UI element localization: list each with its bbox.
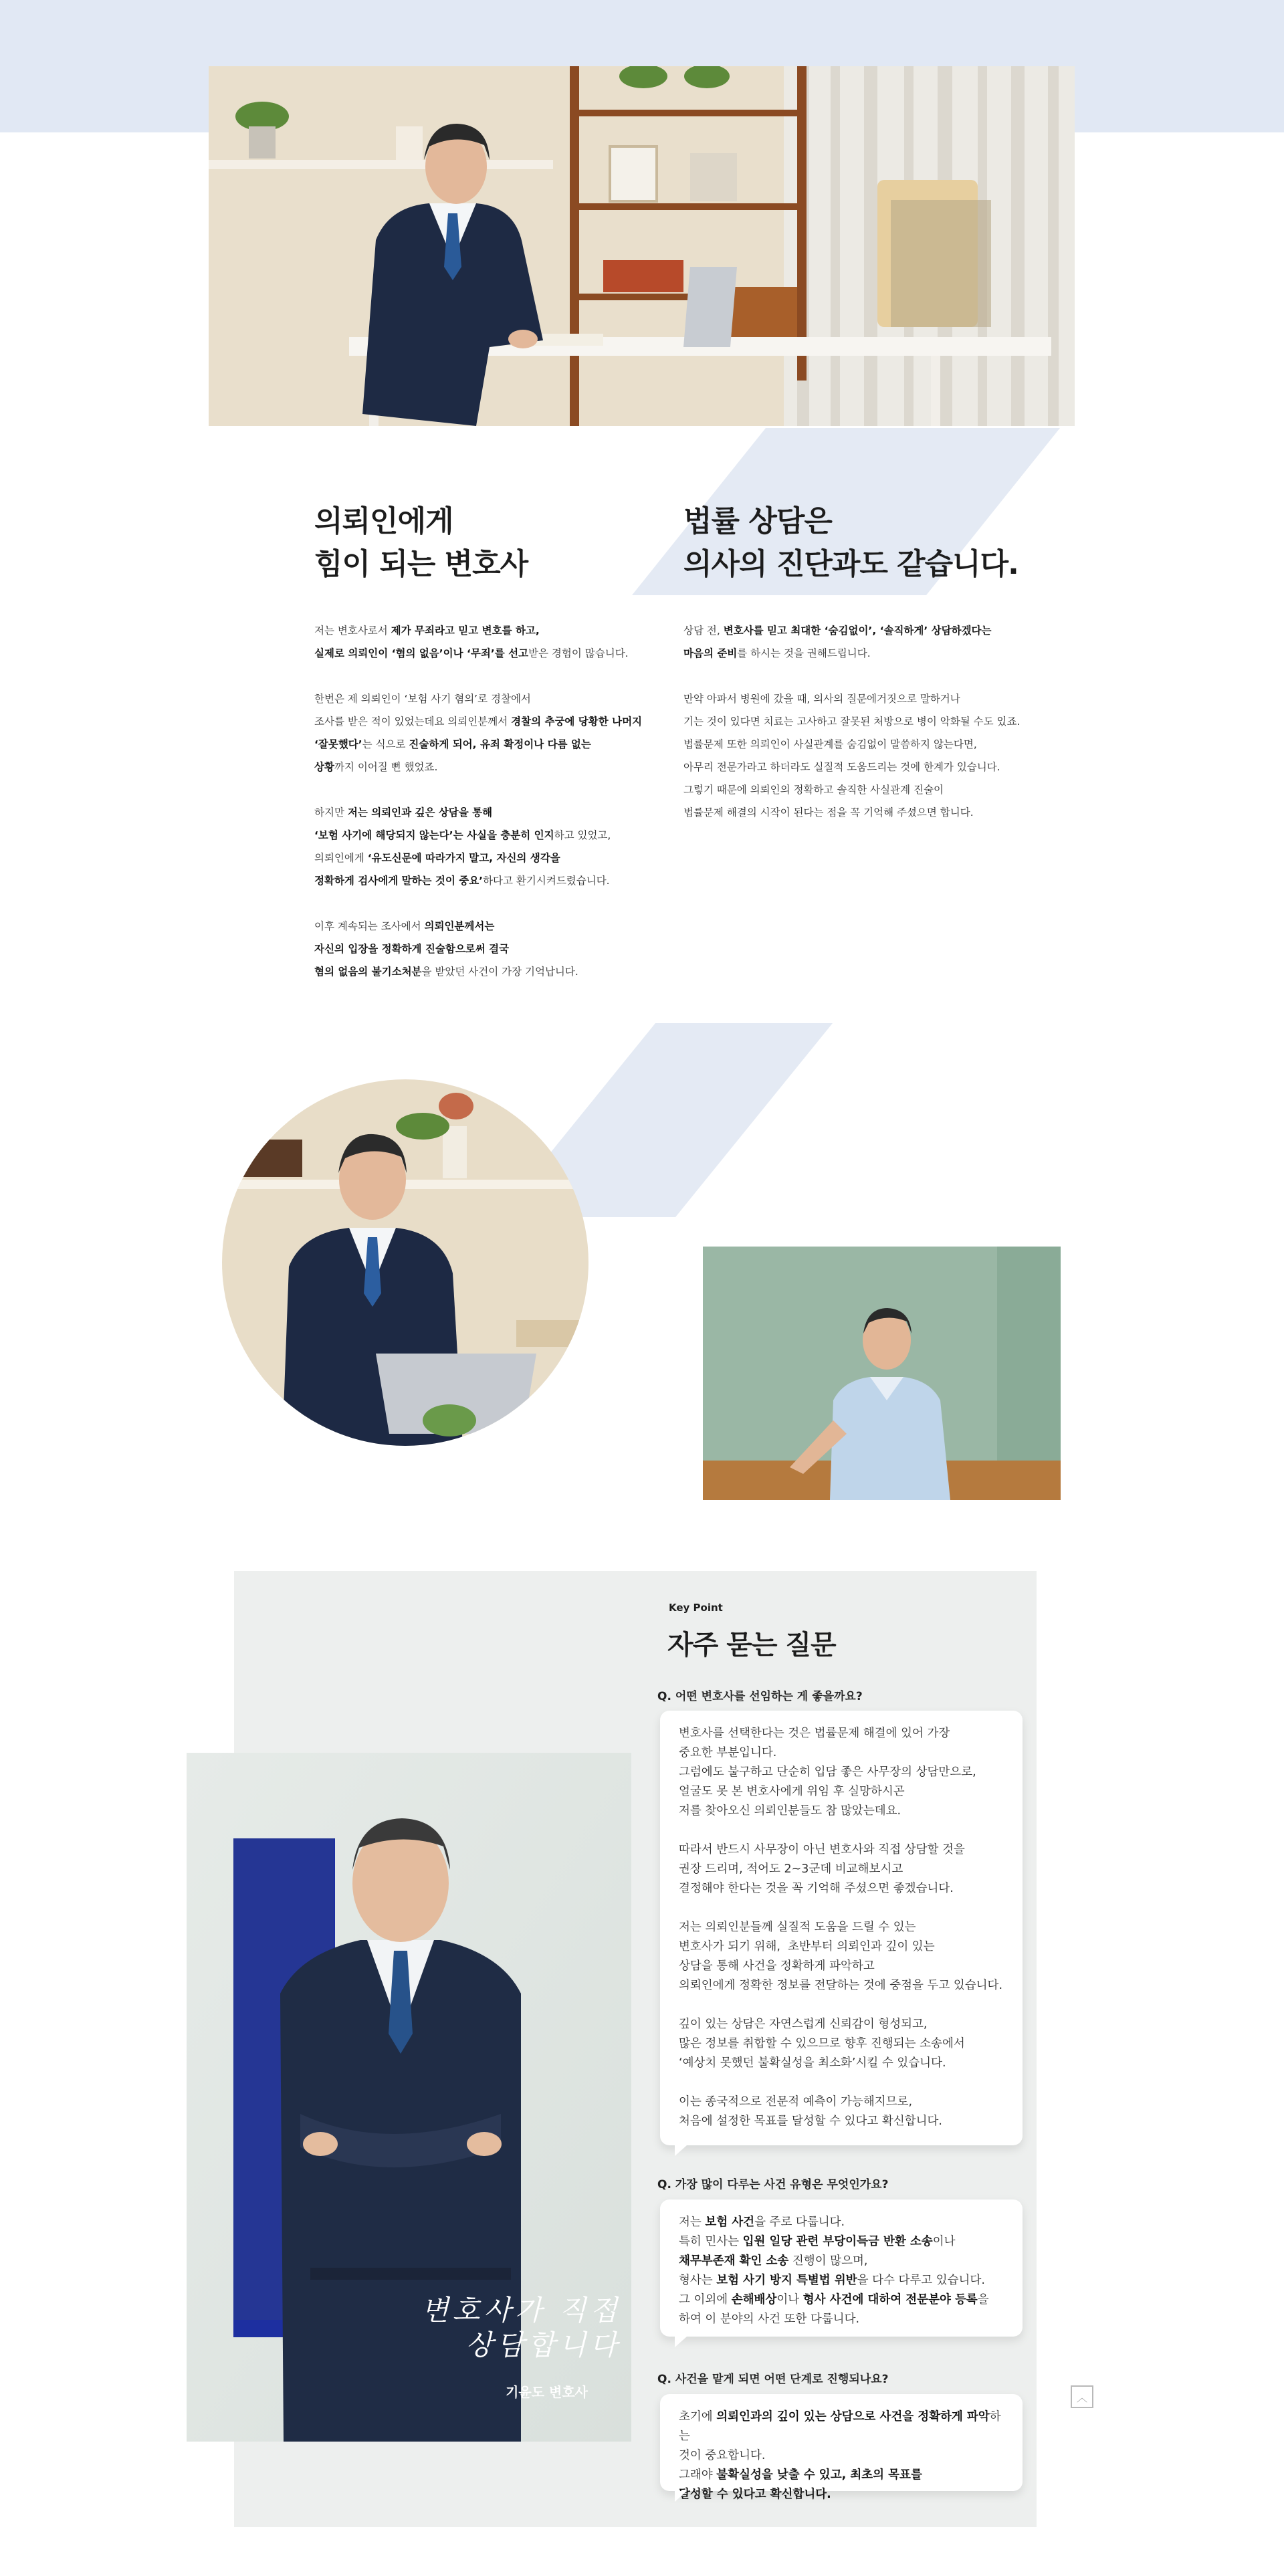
intro-left-heading-line2: 힘이 되는 변호사 xyxy=(314,547,528,581)
intro-right-paragraph: 만약 아파서 병원에 갔을 때, 의사의 질문에거짓으로 말하거나 기는 것이 있다면 치료는 고사하고 잘못된 처방으로 병이 악화될 수도 있죠. 법률문제 또한 의뢰인이 사실관계를 숨김없이 말씀하지 않는다면, 아무리 전문가라고 하더라도 실질적 도움드리는 것에 한계가 있습니다. 그렇기 때문에 의뢰인의 정확하고 솔직한 사실관계 진술이 법률문제 해결의 시작이 된다는 점을 꼭 기억해 주셨으면 합니다. xyxy=(683,693,1021,819)
faq-title: 자주 묻는 질문 xyxy=(667,1630,836,1660)
intro-left-paragraph: 한번은 제 의뢰인이 ‘보험 사기 혐의’로 경찰에서 조사를 받은 적이 있었는데요 의뢰인분께서 경찰의 추궁에 당황한 나머지 ‘잘못했다’는 식으로 진술하게 되어, 유죄 확정이나 다름 없는 상황까지 이어질 뻔 했었죠. xyxy=(314,693,643,773)
intro-right-paragraph: 상담 전, 변호사를 믿고 최대한 ‘숨김없이’, ‘솔직하게’ 상담하겠다는 마음의 준비를 하시는 것을 권해드립니다. xyxy=(683,625,992,659)
hero-photo-lawyer-at-desk xyxy=(209,66,1075,426)
intro-left-paragraph: 하지만 저는 의뢰인과 깊은 상담을 통해 ‘보험 사기에 해당되지 않는다’는 사실을 충분히 인지하고 있었고, 의뢰인에게 ‘유도신문에 따라가지 말고, 자신의 생각을 정확하게 검사에게 말하는 것이 중요’하다고 환기시켜드렸습니다. xyxy=(314,807,611,887)
chevron-up-icon: ︿ xyxy=(1076,2391,1087,2404)
intro-left-heading-line1: 의뢰인에게 xyxy=(314,504,453,538)
intro-right-heading-line2: 의사의 진단과도 같습니다. xyxy=(683,547,1019,581)
circle-photo-lawyer-laptop xyxy=(222,1079,588,1446)
intro-left-paragraph: 이후 계속되는 조사에서 의뢰인분께서는 자신의 입장을 정확하게 진술함으로써 결국 혐의 없음의 불기소처분을 받았던 사건이 가장 기억납니다. xyxy=(314,920,578,978)
portrait-lawyer-name: 기윤도 변호사 xyxy=(506,2384,588,2400)
faq-answer-paragraph: 초기에 의뢰인과의 깊이 있는 상담으로 사건을 정확하게 파악하는 것이 중요합니다. 그래야 불확실성을 낮출 수 있고, 최초의 목표를 달성할 수 있다고 확신합니다. xyxy=(679,2410,1001,2501)
faq-question-1[interactable]: Q. 어떤 변호사를 선임하는 게 좋을까요? xyxy=(657,1690,863,1703)
portrait-slogan-line2: 상담합니다 xyxy=(465,2329,621,2361)
scroll-to-top-button[interactable] xyxy=(1071,2385,1093,2408)
intro-right-text xyxy=(683,619,1058,847)
portrait-card xyxy=(187,1753,631,2442)
intro-left-paragraph: 저는 변호사로서 제가 무죄라고 믿고 변호를 하고, 실제로 의뢰인이 ‘혐의 없음’이나 ‘무죄’를 선고받은 경험이 많습니다. xyxy=(314,625,629,659)
intro-left-heading xyxy=(314,500,635,586)
faq-question-3[interactable]: Q. 사건을 맡게 되면 어떤 단계로 진행되나요? xyxy=(657,2373,889,2386)
intro-left-text xyxy=(314,619,662,1006)
faq-question-2[interactable]: Q. 가장 많이 다루는 사건 유형은 무엇인가요? xyxy=(657,2178,889,2191)
faq-answer-1 xyxy=(660,1711,1023,2145)
intro-right-heading xyxy=(683,500,1058,586)
portrait-slogan xyxy=(340,2293,621,2363)
faq-answer-paragraph: 저는 보험 사건을 주로 다룹니다. 특히 민사는 입원 일당 관련 부당이득금 반환 소송이나 채무부존재 확인 소송 진행이 많으며, 형사는 보험 사기 방지 특별법 위반을 다수 다루고 있습니다. 그 이외에 손해배상이나 형사 사건에 대하여 전문분야 등록을 하여 이 분야의 사건 또한 다룹니다. xyxy=(679,2216,989,2326)
portrait-slogan-line1: 변호사가 직접 xyxy=(421,2294,621,2327)
photo-lawyer-green-wall xyxy=(703,1247,1061,1500)
faq-kicker: Key Point xyxy=(669,1602,723,1614)
faq-answer-3 xyxy=(660,2394,1023,2501)
faq-answer-paragraph: 저는 의뢰인분들께 실질적 도움을 드릴 수 있는 변호사가 되기 위해, 초반부터 의뢰인과 깊이 있는 상담을 통해 사건을 정확하게 파악하고 의뢰인에게 정확한 정보를 전달하는 것에 중점을 두고 있습니다. xyxy=(679,1921,1003,1992)
intro-right-heading-line1: 법률 상담은 xyxy=(683,504,832,538)
faq-answer-paragraph: 깊이 있는 상담은 자연스럽게 신뢰감이 형성되고, 많은 정보를 취합할 수 있으므로 향후 진행되는 소송에서 ‘예상치 못했던 불확실성을 최소화’시킬 수 있습니다. xyxy=(679,2018,965,2070)
faq-answer-paragraph: 이는 종국적으로 전문적 예측이 가능해지므로, 처음에 설정한 목표를 달성할 수 있다고 확신합니다. xyxy=(679,2095,942,2128)
faq-answer-paragraph: 따라서 반드시 사무장이 아닌 변호사와 직접 상담할 것을 권장 드리며, 적어도 2~3군데 비교해보시고 결정해야 한다는 것을 꼭 기억해 주셨으면 좋겠습니다. xyxy=(679,1843,965,1895)
faq-answer-paragraph: 변호사를 선택한다는 것은 법률문제 해결에 있어 가장 중요한 부분입니다. 그럼에도 불구하고 단순히 입담 좋은 사무장의 상담만으로, 얼굴도 못 본 변호사에게 위임 후 실망하시곤 저를 찾아오신 의뢰인분들도 참 많았는데요. xyxy=(679,1727,976,1818)
faq-answer-2 xyxy=(660,2199,1023,2337)
